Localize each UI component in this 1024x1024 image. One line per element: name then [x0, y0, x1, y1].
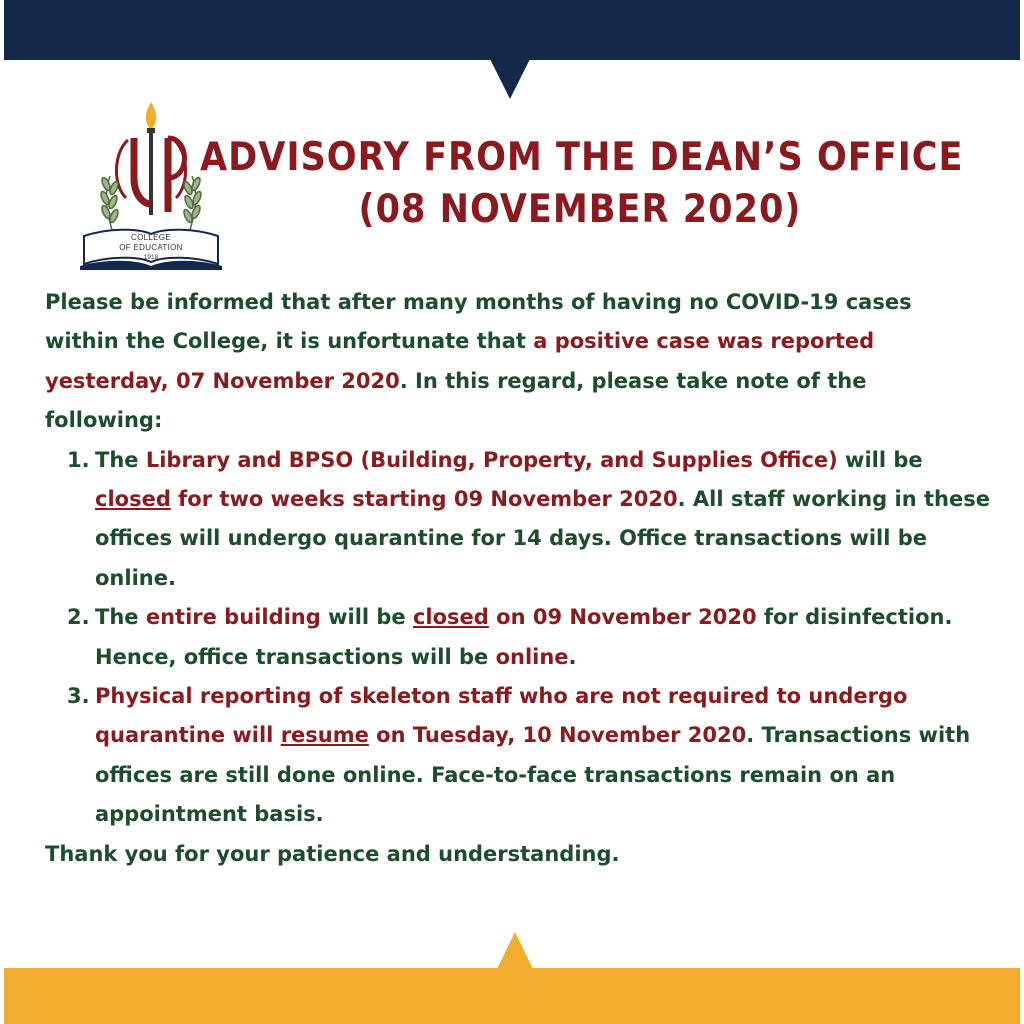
title-line-2: (08 NOVEMBER 2020)	[358, 187, 802, 232]
intro-text-1: Please be informed that after many months of having no COVID-19 cases within the College, it is unfortunate that	[45, 290, 912, 354]
item-2-highlight-date: on 09 November 2020	[488, 605, 757, 630]
list-item-2	[45, 598, 990, 677]
intro-paragraph	[45, 283, 990, 441]
item-2-text-f: for disinfection. Hence, office transactions will be	[95, 605, 953, 669]
item-1-text-a: The	[95, 447, 146, 472]
item-2-text-h: .	[568, 644, 577, 669]
item-2-highlight-building: entire building	[145, 605, 321, 630]
item-3-highlight-reporting: Physical reporting of skeleton staff who are not required to undergo quarantine will	[95, 684, 908, 748]
logo-text-college: COLLEGE	[131, 233, 171, 242]
page-title	[200, 132, 964, 236]
top-banner-notch	[490, 59, 530, 99]
item-2-text-a: The	[95, 605, 146, 630]
intro-text-2: . In this regard, please take note of the following:	[45, 368, 867, 433]
item-1-closed: closed	[95, 487, 171, 512]
item-1-text-c: will be	[837, 447, 923, 472]
torch-cup	[147, 128, 155, 133]
closing-line: Thank you for your patience and understanding.	[45, 841, 620, 866]
list-item-3	[45, 677, 990, 835]
advisory-body	[45, 283, 990, 874]
item-1-text-f: . All staff working in these offices will undergo quarantine for 14 days. Office transactions will be online.	[95, 487, 990, 590]
item-1-highlight-dates: for two weeks starting 09 November 2020	[170, 487, 678, 512]
list-item-1	[45, 441, 990, 599]
item-3-resume: resume	[280, 723, 369, 748]
torch-flame-icon	[146, 102, 157, 130]
advisory-list	[45, 441, 990, 835]
bottom-banner	[4, 968, 1020, 1024]
item-1-highlight-offices: Library and BPSO (Building, Property, and Supplies Office)	[145, 447, 838, 472]
list-number: 3.	[67, 684, 90, 709]
top-banner	[4, 0, 1020, 60]
logo-text-year: 1918	[143, 254, 159, 261]
item-3-highlight-date: on Tuesday, 10 November 2020	[368, 723, 747, 748]
list-number: 2.	[67, 605, 90, 630]
list-number: 1.	[67, 447, 90, 472]
item-2-highlight-online: online	[495, 644, 569, 669]
item-2-text-c: will be	[320, 605, 413, 630]
bottom-banner-notch	[497, 932, 533, 969]
monogram-u	[134, 138, 151, 204]
logo-text-education: OF EDUCATION	[119, 243, 183, 252]
item-2-closed: closed	[412, 605, 489, 630]
intro-highlight: a positive case was reported yesterday, 07 November 2020	[45, 329, 875, 393]
title-line-1: ADVISORY FROM THE DEAN’S OFFICE	[200, 135, 964, 180]
laurel-left-icon	[99, 176, 119, 230]
item-3-text-d: . Transactions with offices are still done online. Face-to-face transactions remain on an appointment basis.	[95, 723, 971, 827]
